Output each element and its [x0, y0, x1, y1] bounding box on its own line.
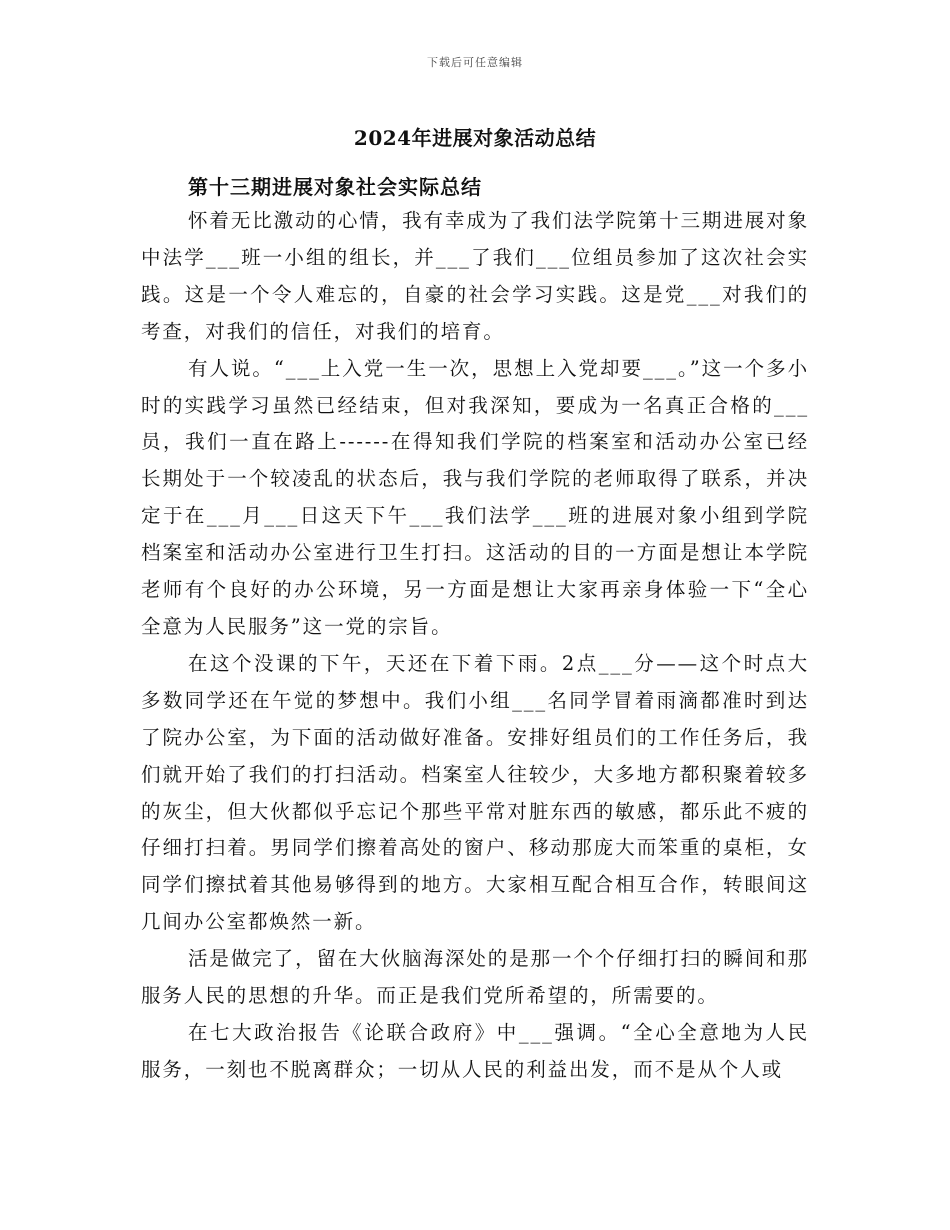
paragraph: 怀着无比激动的心情，我有幸成为了我们法学院第十三期进展对象中法学___班一小组的组长，并___了我们___位组员参加了这次社会实践。这是一个令人难忘的，自豪的社会学习实践。这是党___对我们的考查，对我们的信任，对我们的培育。: [141, 209, 809, 343]
paragraph: 有人说。“___上入党一生一次，思想上入党却要___。”这一个多小时的实践学习虽然已经结束，但对我深知，要成为一名真正合格的___员，我们一直在路上------在得知我们学院的档案室和活动办公室已经长期处于一个较凌乱的状态后，我与我们学院的老师取得了联系，并决定于在___月___日这天下午___我们法学___班的进展对象小组到学院档案室和活动办公室进行卫生打扫。这活动的目的一方面是想让本学院老师有个良好的办公环境，另一方面是想让大家再亲身体验一下“全心全意为人民服务”这一党的宗旨。: [141, 356, 809, 638]
paragraph: 在七大政治报告《论联合政府》中___强调。“全心全意地为人民服务，一刻也不脱离群众；一切从人民的利益出发，而不是从个人或: [141, 1020, 809, 1081]
document-body: [141, 203, 809, 1089]
paragraph: 在这个没课的下午，天还在下着下雨。2点___分——这个时点大多数同学还在午觉的梦想中。我们小组___名同学冒着雨滴都准时到达了院办公室，为下面的活动做好准备。安排好组员们的工作任务后，我们就开始了我们的打扫活动。档案室人往较少，大多地方都积聚着较多的灰尘，但大伙都似乎忘记个那些平常对脏东西的敏感，都乐此不疲的仔细打扫着。男同学们擦着高处的窗户、移动那庞大而笨重的桌柜，女同学们擦拭着其他易够得到的地方。大家相互配合相互合作，转眼间这几间办公室都焕然一新。: [141, 651, 809, 934]
header-note: 下载后可任意编辑: [427, 56, 523, 69]
section-heading: 第十三期进展对象社会实际总结: [188, 175, 482, 199]
paragraph: 活是做完了，留在大伙脑海深处的是那一个个仔细打扫的瞬间和那服务人民的思想的升华。而正是我们党所希望的，所需要的。: [141, 947, 809, 1008]
document-title: 2024年进展对象活动总结: [353, 126, 597, 150]
